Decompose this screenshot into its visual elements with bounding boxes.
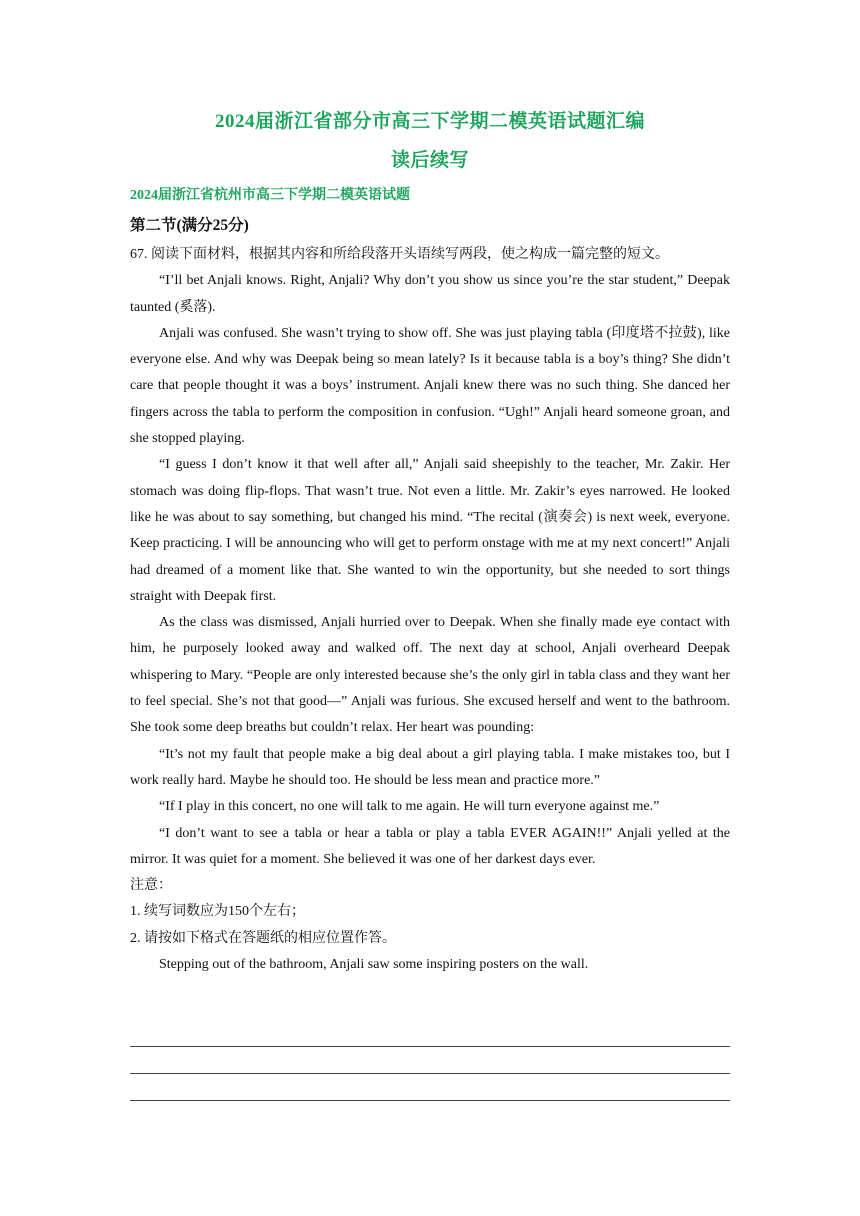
prompt-sentence: Stepping out of the bathroom, Anjali saw some inspiring posters on the wall. [159, 957, 589, 973]
exam-source-heading: 2024届浙江省杭州市高三下学期二模英语试题 [130, 188, 410, 203]
story-paragraph: “It’s not my fault that people make a big deal about a girl playing tabla. I make mistakes too, but I work really hard. Maybe he should too. He should be less mean and practice more.” [130, 746, 730, 788]
question-instruction: 67. 阅读下面材料，根据其内容和所给段落开头语续写两段，使之构成一篇完整的短文。 [130, 247, 669, 262]
story-paragraph: As the class was dismissed, Anjali hurried over to Deepak. When she finally made eye contact with him, he purposely looked away and walked off. The next day at school, Anjali overheard Deepak whispering to Mary. “People are only interested because she’s the only girl in tabla class and they want her to feel special. She’s not that good—” Anjali was furious. She excused herself and went to the bathroom. She took some deep breaths but couldn’t relax. Her heart was pounding: [130, 615, 730, 736]
notes-label: 注意： [130, 878, 172, 894]
story-paragraph: “I don’t want to see a tabla or hear a tabla or play a tabla EVER AGAIN!!” Anjali yelled at the mirror. It was quiet for a moment. She believed it was one of her darkest days ever. [130, 825, 730, 867]
story-paragraph: Anjali was confused. She wasn’t trying to show off. She was just playing tabla (印度塔不拉鼓), like everyone else. And why was Deepak being so mean lately? Is it because tabla is a boy’s thing? She didn’t care that people thought it was a boys’ instrument. Anjali knew there was no such thing. She danced her fingers across the tabla to perform the composition in confusion. “Ugh!” Anjali heard someone groan, and she stopped playing. [130, 325, 730, 447]
question-body [130, 242, 730, 978]
story-paragraph: “I’ll bet Anjali knows. Right, Anjali? Why don’t you show us since you’re the star student,” Deepak taunted (奚落). [130, 273, 730, 315]
answer-line [130, 1046, 730, 1047]
answer-line [130, 1073, 730, 1074]
note-item: 2. 请按如下格式在答题纸的相应位置作答。 [130, 930, 396, 946]
story-paragraph: “I guess I don’t know it that well after all,” Anjali said sheepishly to the teacher, Mr. Zakir. Her stomach was doing flip-flops. That wasn’t true. Not even a little. Mr. Zakir’s eyes narrowed. He looked like he was about to say something, but changed his mind. “The recital (演奏会) is next week, everyone. Keep practicing. I will be announcing who will get to perform onstage with me at my next concert!” Anjali had dreamed of a moment like that. She wanted to win the opportunity, but she needed to sort things straight with Deepak first. [130, 457, 730, 604]
section-heading: 第二节(满分25分) [130, 217, 249, 234]
document-title: 2024届浙江省部分市高三下学期二模英语试题汇编 [214, 111, 645, 132]
answer-line [130, 1100, 730, 1101]
document-subtitle-reading-continuation: 读后续写 [390, 150, 469, 171]
answer-lines [130, 1046, 730, 1127]
story-paragraph: “If I play in this concert, no one will talk to me again. He will turn everyone against me.” [159, 799, 660, 815]
note-item: 1. 续写词数应为150个左右； [130, 904, 305, 920]
